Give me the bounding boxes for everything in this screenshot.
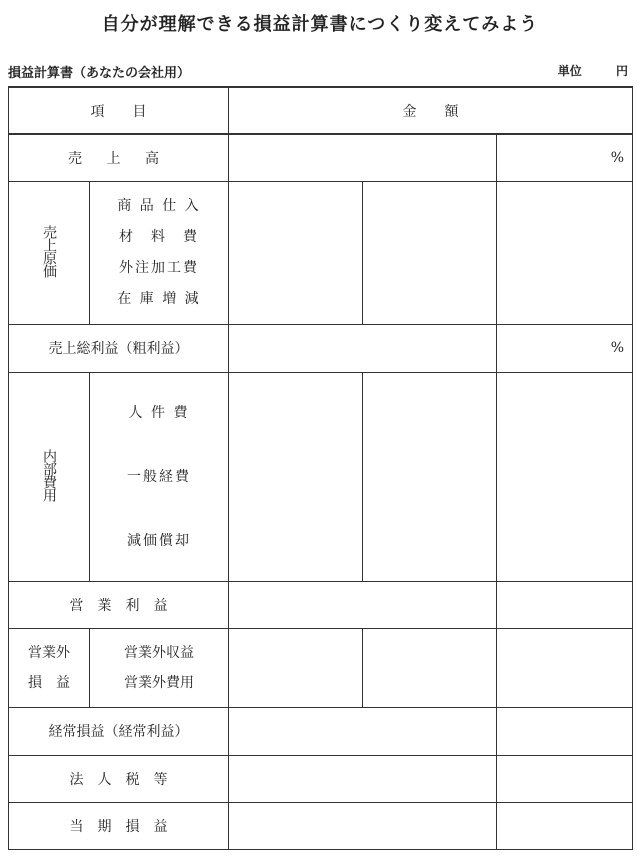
cell-internal-1[interactable] — [229, 372, 363, 581]
cell-cogs-1[interactable] — [229, 181, 363, 324]
statement-subtitle: 損益計算書（あなたの会社用） — [8, 66, 191, 81]
cell-tax-amount[interactable] — [229, 755, 497, 802]
cell-ordinary-profit-amount[interactable] — [229, 707, 497, 755]
internal-vertical-label: 内部費用 — [41, 448, 57, 501]
cell-net-profit-amount[interactable] — [229, 802, 497, 849]
row-non-operating — [9, 628, 633, 707]
cell-tax-extra[interactable] — [497, 755, 633, 802]
cell-cogs-2[interactable] — [363, 181, 497, 324]
cogs-item-purchases: 商 品 仕 入 — [117, 197, 201, 214]
cogs-item-inventory-change: 在 庫 増 減 — [117, 290, 201, 307]
cell-nonop-1[interactable] — [229, 628, 363, 707]
nonop-items — [90, 628, 229, 707]
row-operating-profit — [9, 581, 633, 628]
label-tax: 法 人 税 等 — [9, 755, 229, 802]
cell-cogs-3[interactable] — [497, 181, 633, 324]
cell-internal-3[interactable] — [497, 372, 633, 581]
cogs-vertical-label: 売上原価 — [41, 224, 57, 277]
label-operating-profit: 営 業 利 益 — [9, 581, 229, 628]
unit-label — [558, 62, 628, 79]
cell-operating-profit-extra[interactable] — [497, 581, 633, 628]
label-net-profit: 当 期 損 益 — [9, 802, 229, 849]
label-internal — [9, 372, 90, 581]
nonop-item-income: 営業外収益 — [124, 644, 194, 661]
cell-internal-2[interactable] — [363, 372, 497, 581]
header-amount: 金 額 — [229, 87, 633, 134]
cell-sales-amount[interactable] — [229, 134, 497, 181]
label-non-operating — [9, 628, 90, 707]
header-item: 項 目 — [9, 87, 229, 134]
row-tax — [9, 755, 633, 802]
cogs-items — [90, 181, 229, 324]
income-statement-table — [8, 86, 633, 850]
cell-ordinary-profit-extra[interactable] — [497, 707, 633, 755]
unit-value: 円 — [615, 64, 628, 78]
row-net-profit — [9, 802, 633, 849]
label-ordinary-profit: 経常損益（経常利益） — [9, 707, 229, 755]
cell-net-profit-extra[interactable] — [497, 802, 633, 849]
row-ordinary-profit — [9, 707, 633, 755]
cell-operating-profit-amount[interactable] — [229, 581, 497, 628]
label-gross-profit: 売上総利益（粗利益） — [9, 324, 229, 372]
internal-item-depreciation: 減価償却 — [127, 532, 191, 549]
cell-gross-profit-percent[interactable] — [497, 324, 633, 372]
percent-sign: % — [610, 149, 624, 166]
internal-item-general: 一般経費 — [127, 468, 191, 485]
page-title: 自分が理解できる損益計算書につくり変えてみよう — [101, 14, 539, 35]
nonop-item-expense: 営業外費用 — [124, 674, 194, 691]
cogs-item-outsourcing: 外注加工費 — [119, 259, 199, 276]
nonop-label-line2: 損 益 — [28, 674, 70, 691]
row-cogs — [9, 181, 633, 324]
row-internal-expenses — [9, 372, 633, 581]
cell-gross-profit-amount[interactable] — [229, 324, 497, 372]
cell-nonop-3[interactable] — [497, 628, 633, 707]
internal-items — [90, 372, 229, 581]
cell-nonop-2[interactable] — [363, 628, 497, 707]
label-sales: 売 上 高 — [9, 134, 229, 181]
row-sales — [9, 134, 633, 181]
cogs-item-materials: 材 料 費 — [119, 228, 199, 245]
label-cogs — [9, 181, 90, 324]
nonop-label-line1: 営業外 — [28, 644, 70, 661]
cell-sales-percent[interactable] — [497, 134, 633, 181]
percent-sign: % — [610, 340, 624, 356]
row-gross-profit — [9, 324, 633, 372]
internal-item-personnel: 人 件 費 — [128, 404, 190, 421]
unit-caption: 単位 — [557, 64, 582, 78]
